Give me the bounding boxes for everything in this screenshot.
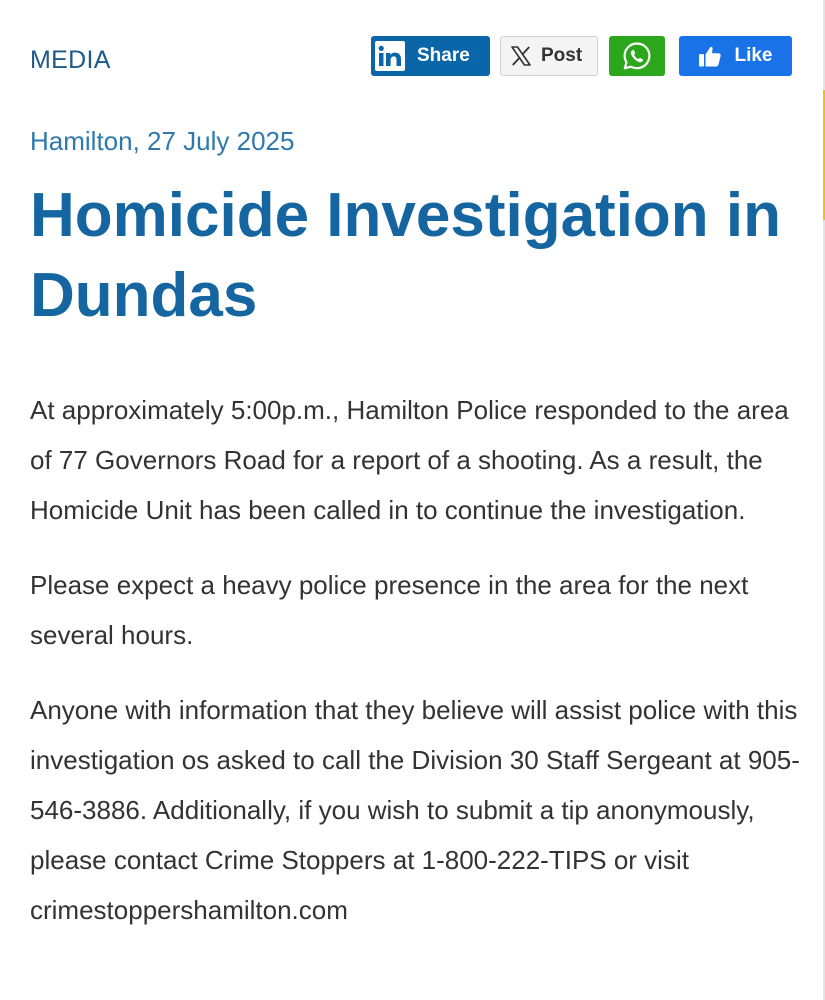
section-label: MEDIA	[30, 46, 111, 74]
thumbs-up-icon	[698, 45, 722, 67]
x-icon	[511, 46, 531, 66]
whatsapp-share-button[interactable]	[609, 36, 665, 76]
linkedin-share-button[interactable]	[371, 36, 490, 76]
facebook-like-button[interactable]	[679, 36, 792, 76]
article-dateline: Hamilton, 27 July 2025	[30, 126, 295, 156]
linkedin-icon	[375, 41, 405, 71]
article-title: Homicide Investigation in Dundas	[30, 181, 781, 330]
article-body	[30, 385, 810, 960]
linkedin-share-label: Share	[417, 45, 470, 66]
share-bar	[371, 36, 792, 76]
x-post-button[interactable]	[500, 36, 598, 76]
x-post-label: Post	[541, 45, 583, 66]
article-paragraph: Anyone with information that they believe will assist police with this investigation os asked to call the Division 30 Staff Sergeant at 905-546-3886. Additionally, if you wish to submit a tip anonymously, please contact Crime Stoppers at 1-800-222-TIPS or visit crimestoppershamilton.com	[30, 695, 800, 925]
facebook-like-label: Like	[734, 45, 773, 66]
whatsapp-icon	[622, 41, 652, 71]
article-paragraph: Please expect a heavy police presence in the area for the next several hours.	[30, 570, 749, 650]
article-paragraph: At approximately 5:00p.m., Hamilton Police responded to the area of 77 Governors Road for a report of a shooting. As a result, the Homicide Unit has been called in to continue the investigation.	[30, 395, 789, 525]
